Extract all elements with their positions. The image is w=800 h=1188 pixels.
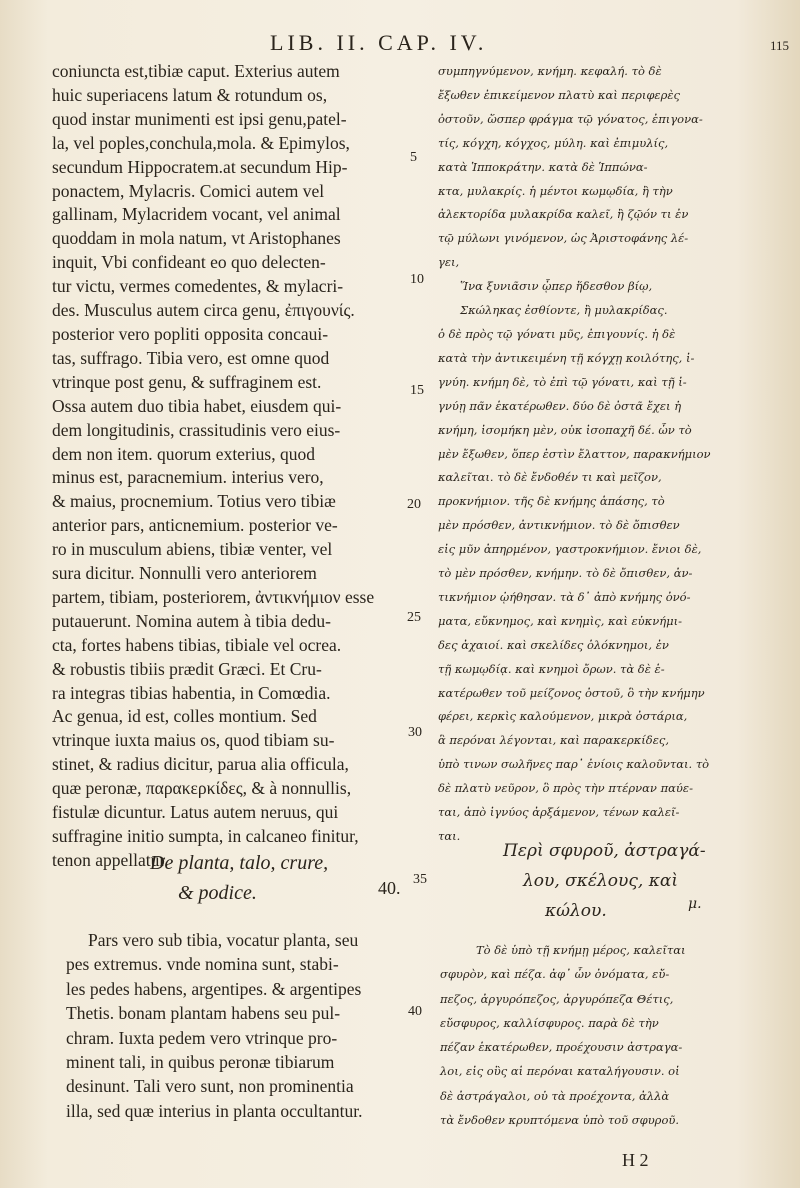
latin-line: huic superiacens latum & rotundum os,: [52, 84, 328, 105]
latin-line: sura dicitur. Nonnulli vero anteriorem: [52, 563, 317, 584]
greek-line: τῷ μύλωνι γινόμενον, ὡς Ἀριστοφάνης λέ-: [438, 231, 689, 246]
latin-line: fistulæ dicuntur. Latus autem neruus, qui: [52, 802, 339, 823]
greek-line: δὲ πλατὺ νεῦρον, ὃ πρὸς τὴν πτέρναν παύε-: [438, 781, 693, 796]
greek-line: ἔξωθεν ἐπικείμενον πλατὺ καὶ περιφερὲς: [438, 87, 680, 102]
greek-line: δες ἀχαιοί. καὶ σκελίδες ὁλόκνημοι, ἐν: [438, 637, 669, 652]
greek-paragraph: [440, 938, 756, 1132]
greek-line: κνήμη, ἰσομήκη μὲν, οὐκ ἰσοπαχῆ δέ. ὧν τὸ: [438, 422, 692, 437]
greek-line: ματα, εὔκνημος, καὶ κνημὶς, καὶ εὐκνήμι-: [438, 613, 682, 628]
greek-verse-line: Ἵνα ξυνιᾶσιν ᾧπερ ἥδεσθον βίῳ,: [460, 279, 653, 294]
greek-line: κτα, μυλακρίς. ἡ μέντοι κωμῳδία, ἢ τὴν: [438, 183, 673, 198]
latin-line: tas, suffrago. Tibia vero, est omne quod: [52, 347, 330, 368]
greek-line: ται.: [438, 829, 461, 843]
latin-line: posterior vero popliti opposita concaui-: [52, 323, 329, 344]
greek-line: τὰ ἔνδοθεν κρυπτόμενα ὑπὸ τοῦ σφυροῦ.: [440, 1113, 680, 1128]
line-number: 5: [410, 150, 417, 165]
greek-line: εἰς μῦν ἀπηρμένον, γαστροκνήμιον. ἔνιοι δὲ,: [438, 542, 702, 557]
latin-column: [52, 60, 414, 873]
latin-line: secundum Hippocratem.at secundum Hip-: [52, 156, 348, 177]
section-heading-line: λου, σκέλους, καὶ: [523, 871, 678, 891]
greek-line: τὸ μὲν πρόσθεν, κνήμην. τὸ δὲ ὄπισθεν, ἀν-: [438, 566, 693, 581]
latin-line: dem non item. quorum exterius, quod: [52, 443, 315, 464]
latin-line: chram. Iuxta pedem vero vtrinque pro-: [66, 1027, 338, 1048]
latin-line: dem longitudinis, crassitudinis vero eius-: [52, 419, 341, 440]
greek-line: γνύῃ πᾶν ἑκατέρωθεν. δύο δὲ ὀστᾶ ἔχει ἡ: [438, 398, 682, 413]
greek-line: ὑπὸ τινων σωλῆνες παρ᾽ ἐνίοις καλοῦνται. τὸ: [438, 757, 710, 772]
latin-line: & maius, procnemium. Totius vero tibiæ: [52, 491, 336, 512]
greek-line: τῇ κωμῳδίᾳ. καὶ κνημοὶ ὄρων. τὰ δὲ ἑ-: [438, 661, 665, 676]
latin-line: des. Musculus autem circa genu, ἐπιγουνίς.: [52, 300, 355, 321]
latin-line: vtrinque post genu, & suffraginem est.: [52, 371, 322, 392]
latin-line: illa, sed quæ interius in planta occultantur.: [66, 1100, 363, 1121]
latin-line: vtrinque iuxta maius os, quod tibiam su-: [52, 730, 335, 751]
greek-line: κατέρωθεν τοῦ μείζονος ὀστοῦ, ὃ τὴν κνήμην: [438, 685, 705, 700]
section-heading-line: Περὶ σφυροῦ, ἀστραγά-: [503, 841, 706, 861]
greek-line: σφυρὸν, καὶ πέζα. ἀφ᾽ ὧν ὀνόματα, εὔ-: [440, 967, 670, 982]
greek-line: προκνήμιον. τῆς δὲ κνήμης ἁπάσης, τὸ: [438, 494, 665, 509]
latin-line: la, vel poples,conchula,mola. & Epimylos,: [52, 132, 350, 153]
greek-line: ται, ἀπὸ ἰγνύος ἀρξάμενον, τένων καλεῖ-: [438, 805, 680, 820]
latin-line: minent tali, in quibus peronæ tibiarum: [66, 1052, 335, 1073]
greek-column: [438, 60, 738, 849]
latin-line: cta, fortes habens tibias, tibiale vel ocrea.: [52, 634, 342, 655]
greek-line: τίς, κόγχη, κόγχος, μύλη. καὶ ἐπιμυλίς,: [438, 135, 669, 150]
greek-line: μὲν ἔξωθεν, ὅπερ ἐστὶν ἔλαττον, παρακνήμιον: [438, 446, 711, 461]
section-mark: μ.: [688, 896, 702, 912]
latin-line: tur victu, vermes comedentes, & mylacri-: [52, 276, 344, 297]
latin-line: partem, tibiam, posteriorem, ἀντικνήμιον esse: [52, 586, 375, 607]
line-number: 30: [408, 725, 422, 740]
latin-line: ponactem, Mylacris. Comici autem vel: [52, 180, 325, 201]
greek-line: καλεῖται. τὸ δὲ ἔνδοθέν τι καὶ μεῖζον,: [438, 470, 662, 485]
greek-line: πέζαν ἑκατέρωθεν, προέχουσιν ἀστραγα-: [440, 1040, 683, 1055]
latin-line: coniuncta est,tibiæ caput. Exterius autem: [52, 61, 340, 81]
greek-line: δὲ ἀστράγαλοι, οὐ τὰ προέχοντα, ἀλλὰ: [440, 1088, 670, 1103]
greek-line: τικνήμιον ᾠήθησαν. τὰ δ᾽ ἀπὸ κνήμης ὀνό-: [438, 589, 691, 604]
latin-line: quoddam in mola natum, vt Aristophanes: [52, 228, 341, 249]
greek-line: γνύη. κνήμη δὲ, τὸ ἐπὶ τῷ γόνατι, καὶ τῇ ἰ-: [438, 374, 687, 389]
section-heading-line: De planta, talo, crure,: [150, 852, 329, 874]
greek-line: γει,: [438, 255, 460, 270]
latin-line: minus est, paracnemium. interius vero,: [52, 467, 324, 488]
latin-line: Pars vero sub tibia, vocatur planta, seu: [88, 930, 359, 950]
section-number: 40.: [378, 878, 401, 898]
signature-mark: H 2: [622, 1150, 649, 1170]
line-number: 25: [407, 610, 421, 625]
greek-line: συμπηγνύμενον, κνήμη. κεφαλή. τὸ δὲ: [438, 64, 662, 78]
greek-line: Τὸ δὲ ὑπὸ τῇ κνήμῃ μέρος, καλεῖται: [476, 943, 686, 957]
section-heading-line: & podice.: [178, 882, 257, 904]
greek-line: λοι, εἰς οὓς αἱ περόναι καταλήγουσιν. οἱ: [440, 1064, 680, 1079]
latin-line: ra integras tibias habentia, in Comœdia.: [52, 682, 331, 703]
line-number: 40: [408, 1004, 422, 1019]
greek-line: κατὰ τὴν ἀντικειμένη τῇ κόγχῃ κοιλότης, ἰ-: [438, 350, 695, 365]
line-number: 15: [410, 383, 424, 398]
latin-line: les pedes habens, argentipes. & argentipes: [66, 978, 362, 999]
greek-line: κατὰ Ἱπποκράτην. κατὰ δὲ Ἱππώνα-: [438, 159, 648, 174]
latin-line: desinunt. Tali vero sunt, non prominentia: [66, 1076, 354, 1097]
latin-line: pes extremus. vnde nomina sunt, stabi-: [66, 954, 339, 975]
greek-line: ἃ περόναι λέγονται, καὶ παρακερκίδες,: [438, 733, 669, 748]
latin-line: gallinam, Mylacridem vocant, vel animal: [52, 204, 341, 225]
latin-line: tenon appellatur.: [52, 849, 169, 870]
greek-line: ὁ δὲ πρὸς τῷ γόνατι μῦς, ἐπιγουνίς. ἡ δὲ: [438, 326, 676, 341]
latin-line: quæ peronæ, παρακερκίδες, & à nonnullis,: [52, 778, 352, 799]
latin-line: Thetis. bonam plantam habens seu pul-: [66, 1003, 341, 1024]
latin-line: ro in musculum abiens, tibiæ venter, vel: [52, 539, 333, 560]
section-heading-line: κώλου.: [545, 901, 607, 921]
greek-verse-line: Σκώληκας ἐσθίοντε, ἢ μυλακρίδας.: [460, 303, 668, 318]
section-heading-greek: [503, 836, 743, 926]
line-number: 35: [413, 872, 427, 887]
latin-line: suffragine initio sumpta, in calcaneo finitur,: [52, 826, 359, 846]
greek-line: ὀστοῦν, ὥσπερ φράγμα τῷ γόνατος, ἐπιγονα-: [438, 111, 703, 126]
line-number: 20: [407, 497, 421, 512]
latin-line: & robustis tibiis prædit Græci. Et Cru-: [52, 658, 322, 679]
latin-line: anterior pars, anticnemium. posterior ve-: [52, 515, 338, 536]
greek-line: μὲν πρόσθεν, ἀντικνήμιον. τὸ δὲ ὄπισθεν: [438, 518, 680, 533]
latin-line: inquit, Vbi confideant eo quo delecten-: [52, 252, 326, 273]
running-header: LIB. II. CAP. IV.: [270, 30, 488, 55]
latin-paragraph: [66, 928, 418, 1123]
greek-line: πεζος, ἀργυρόπεζος, ἀργυρόπεζα Θέτις,: [440, 991, 674, 1006]
latin-line: quod instar munimenti est ipsi genu,patel-: [52, 108, 347, 129]
greek-line: εὔσφυρος, καλλίσφυρος. παρὰ δὲ τὴν: [440, 1015, 659, 1030]
latin-line: stinet, & radius dicitur, parua alia officula,: [52, 754, 349, 775]
latin-line: Ac genua, id est, colles montium. Sed: [52, 706, 317, 727]
latin-line: putauerunt. Nomina autem à tibia dedu-: [52, 610, 331, 631]
latin-line: Ossa autem duo tibia habet, eiusdem qui-: [52, 395, 342, 416]
line-number: 10: [410, 272, 424, 287]
folio-number: 115: [770, 38, 790, 53]
greek-line: φέρει, κερκὶς καλούμενον, μικρὰ ὀστάρια,: [438, 709, 688, 724]
greek-line: ἀλεκτορίδα μυλακρίδα καλεῖ, ἢ ζῷόν τι ἐν: [438, 207, 689, 222]
